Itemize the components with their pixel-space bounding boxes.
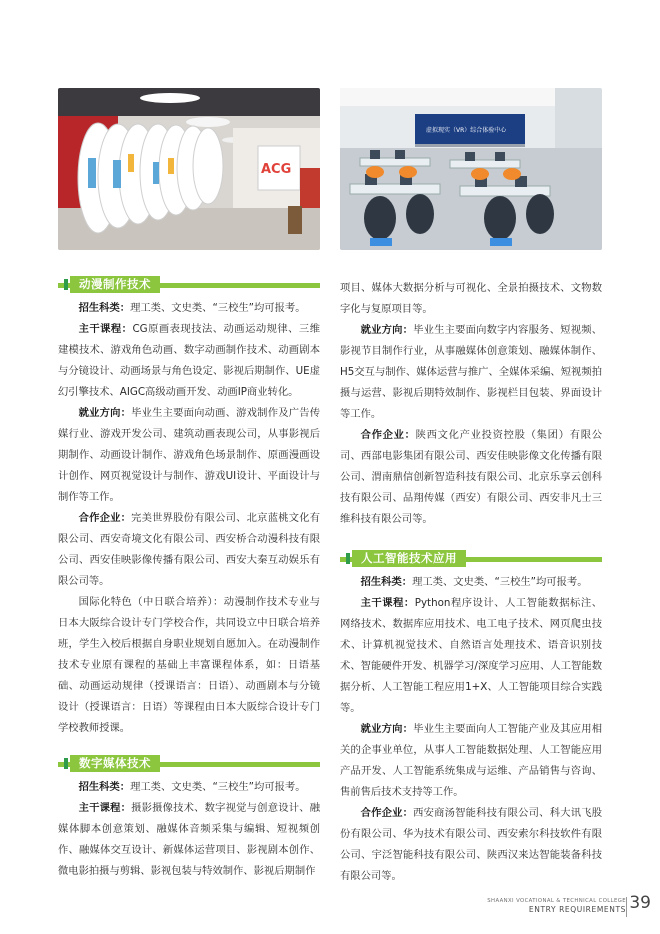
section-title-digital-media: 数字媒体技术 <box>70 755 160 772</box>
text: 理工类、文史类、“三校生”均可报考。 <box>130 302 306 314</box>
page-number: 39 <box>629 893 651 913</box>
text: 毕业生主要面向数字内容服务、短视频、影视节目制作行业，从事融媒体创意策划、融媒体制作、H5交互与制作、媒体运营与推广、全媒体采编、短视频拍摄与运营、影视后期特效制作、影视栏目包装、界面设计等工作。 <box>340 324 603 420</box>
animation-partners <box>58 508 320 592</box>
section-header-digital-media <box>58 755 320 771</box>
text: 理工类、文史类、“三校生”均可报考。 <box>412 576 588 588</box>
left-column <box>58 276 320 882</box>
text: 毕业生主要面向人工智能产业及其应用相关的企事业单位，从事人工智能数据处理、人工智能应用产品开发、人工智能系统集成与运维、产品销售与咨询、售前售后技术支持等工作。 <box>340 723 603 798</box>
label: 主干课程： <box>78 802 132 814</box>
section-title-ai: 人工智能技术应用 <box>352 550 466 567</box>
label: 招生科类： <box>78 781 131 793</box>
section-header-ai <box>340 550 602 566</box>
footer-label: ENTRY REQUIREMENTS <box>528 905 626 914</box>
digital-media-enrollment <box>58 777 320 798</box>
section-title-animation: 动漫制作技术 <box>70 276 160 293</box>
acg-sign: ACG <box>261 162 292 177</box>
footer <box>487 898 626 915</box>
animation-international: 国际化特色（中日联合培养）：动漫制作技术专业与日本大阪综合设计专门学校合作，共同设立中日联合培养班，学生入校后根据自身职业规划自愿加入。在动漫制作技术专业原有课程的基础上丰富课程体系，如：日语基础、动画运动规律（授课语言：日语）、动画剧本与分镜设计（授课语言：日语）等课程由日本大阪综合设计专门学校教师授课。 <box>58 596 320 734</box>
digital-media-courses <box>58 798 320 882</box>
text: 毕业生主要面向动画、游戏制作及广告传媒行业、游戏开发公司、建筑动画表现公司，从事影视后期制作、动画设计制作、游戏角色场景制作、原画漫画设计创作、网页视觉设计与制作、游戏UI设计、平面设计与制作等工作。 <box>58 407 321 503</box>
label: 合作企业： <box>78 512 132 524</box>
animation-studio-photo <box>58 88 320 250</box>
text: CG原画表现技法、动画运动规律、三维建模技术、游戏角色动画、数字动画制作技术、动画剧本与分镜设计、动画场景与角色设定、影视后期制作、UE虚幻引擎技术、AIGC高级动画开发、动画IP商业转化。 <box>58 323 321 398</box>
footer-divider <box>626 897 627 917</box>
ai-careers <box>340 719 602 803</box>
digital-media-careers <box>340 320 602 425</box>
ai-courses <box>340 593 602 719</box>
animation-courses <box>58 319 320 403</box>
label: 合作企业： <box>360 807 414 819</box>
label: 就业方向： <box>360 723 414 735</box>
label: 主干课程： <box>360 597 415 609</box>
ai-partners <box>340 803 602 887</box>
digital-media-courses-cont: 项目、媒体大数据分析与可视化、全景拍摄技术、文物数字化与复原项目等。 <box>340 282 602 315</box>
animation-enrollment <box>58 298 320 319</box>
section-header-animation <box>58 276 320 292</box>
label: 招生科类： <box>360 576 413 588</box>
text: 理工类、文史类、“三校生”均可报考。 <box>130 781 306 793</box>
text: 摄影摄像技术、数字视觉与创意设计、融媒体脚本创意策划、融媒体音频采集与编辑、短视频创作、融媒体交互设计、新媒体运营项目、影视剧本创作、微电影拍摄与剪辑、影视包装与特效制作、影视后期制作 <box>58 802 321 877</box>
label: 就业方向： <box>78 407 132 419</box>
footer-college: SHAANXI VOCATIONAL & TECHNICAL COLLEGE <box>487 898 626 904</box>
label: 就业方向： <box>360 324 414 336</box>
ai-enrollment <box>340 572 602 593</box>
right-column <box>340 278 602 887</box>
text: Python程序设计、人工智能数据标注、网络技术、数据库应用技术、电工电子技术、网页爬虫技术、计算机视觉技术、自然语言处理技术、语音识别技术、智能硬件开发、机器学习/深度学习应用、人工智能数据分析、人工智能工程应用1+X、人工智能项目综合实践等。 <box>340 597 602 714</box>
text: 西安商汤智能科技有限公司、科大讯飞股份有限公司、华为技术有限公司、西安索尔科技软件有限公司、宇泛智能科技有限公司、陕西汉来达智能装备科技有限公司等。 <box>340 807 603 882</box>
label: 招生科类： <box>78 302 131 314</box>
text: 陕西文化产业投资控股（集团）有限公司、西部电影集团有限公司、西安佳映影像文化传播有限公司、渭南鼎信创新智造科技有限公司、北京乐享云创科技有限公司、品翔传媒（西安）有限公司、西安非凡士三维科技有限公司等。 <box>340 429 603 525</box>
digital-media-partners <box>340 425 602 530</box>
vr-center-photo <box>340 88 602 250</box>
label: 主干课程： <box>78 323 133 335</box>
label: 合作企业： <box>360 429 416 441</box>
animation-careers <box>58 403 320 508</box>
text: 完美世界股份有限公司、北京蓝桃文化有限公司、西安奇境文化有限公司、西安桥合动漫科技有限公司、西安佳映影像传播有限公司、西安大秦互动娱乐有限公司等。 <box>58 512 321 587</box>
vr-center-sign: 虚拟现实（VR）综合体验中心 <box>426 127 507 134</box>
